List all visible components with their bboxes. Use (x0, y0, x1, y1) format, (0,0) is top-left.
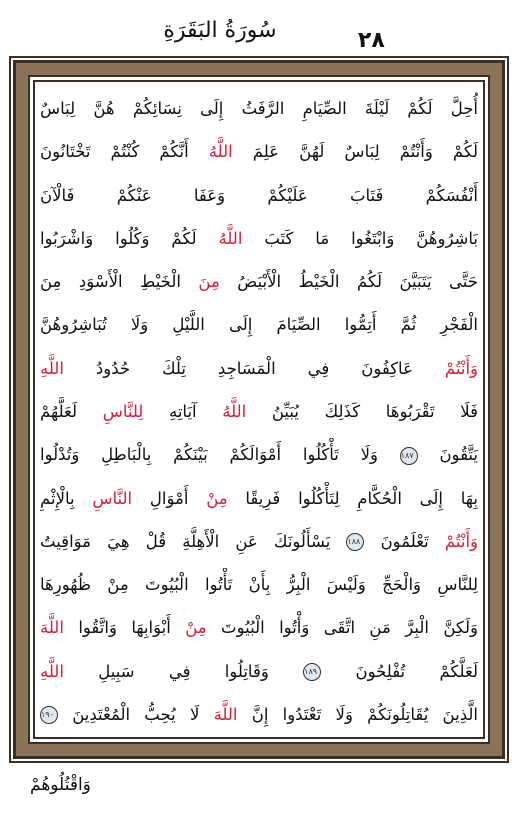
text-line (40, 655, 478, 689)
verse-text: لَعَلَّهُمْ (40, 401, 103, 421)
divine-name-highlight: وَأَنْتُمْ (444, 531, 478, 551)
verse-text: آيَاتِهِ (143, 401, 223, 421)
text-line (40, 611, 478, 645)
text-line (40, 698, 478, 732)
verse-text: عَاكِفُونَ فِي الْمَسَاجِدِ تِلْكَ حُدُودُ (63, 358, 445, 378)
text-line (40, 308, 478, 342)
verse-text: الَّذِينَ يُقَاتِلُونَكُمْ وَلَا تَعْتَدُوا إِنَّ (237, 704, 478, 724)
verse-text: تَعْلَمُونَ (364, 531, 445, 551)
verse-text: أَنَّكُمْ كُنْتُمْ تَخْتَانُونَ (40, 142, 209, 162)
text-line (40, 222, 478, 256)
catchword: وَاقْتُلُوهُمْ (30, 775, 91, 795)
divine-name-highlight: اللَّهُ (208, 142, 233, 162)
verse-text: بِالْإِثْمِ (40, 488, 93, 508)
text-line (40, 438, 478, 472)
divine-name-highlight: مِنْ (206, 488, 228, 508)
verse-text: لِلنَّاسِ وَالْحَجِّ وَلَيْسَ الْبِرُّ بِأَنْ تَأْتُوا الْبُيُوتَ مِنْ ظُهُورِهَا (40, 575, 478, 595)
verse-text: وَلَا تَأْكُلُوا أَمْوَالَكُمْ بَيْنَكُمْ بِالْبَاطِلِ وَتُدْلُوا (40, 445, 400, 465)
verse-text: لَعَلَّكُمْ تُفْلِحُونَ (321, 661, 478, 681)
text-line (40, 352, 478, 386)
text-line (40, 568, 478, 602)
divine-name-highlight: اللَّهُ (222, 401, 247, 421)
text-line (40, 525, 478, 559)
verse-text: الْفَجْرِ ثُمَّ أَتِمُّوا الصِّيَامَ إِلَى اللَّيْلِ وَلَا تُبَاشِرُوهُنَّ (40, 315, 478, 335)
verse-text: أَبْوَابِهَا وَاتَّقُوا (63, 618, 186, 638)
verse-text: بَاشِرُوهُنَّ وَابْتَغُوا مَا كَتَبَ (242, 228, 478, 248)
divine-name-highlight: وَأَنْتُمْ (444, 358, 478, 378)
verse-text: لَا يُحِبُّ الْمُعْتَدِينَ (58, 704, 214, 724)
divine-name-highlight: اللَّهُ (218, 228, 243, 248)
text-line (40, 179, 478, 213)
verse-text: لَكُمْ وَأَنْتُمْ لِبَاسٌ لَهُنَّ عَلِمَ (232, 142, 478, 162)
divine-name-highlight: لِلنَّاسِ (102, 401, 144, 421)
divine-name-highlight: اللَّهِ (40, 358, 64, 378)
verse-text: يَسْأَلُونَكَ عَنِ الْأَهِلَّةِ قُلْ هِيَ مَوَاقِيتُ (40, 531, 347, 551)
text-line (40, 395, 478, 429)
text-line (40, 482, 478, 516)
verse-text: الْخَيْطِ الْأَسْوَدِ مِنَ (40, 272, 199, 292)
page-number: ٢٨ (358, 28, 385, 53)
ayah-number-marker: ١٨٩ (303, 663, 321, 681)
quran-text-block (40, 92, 478, 732)
divine-name-highlight: اللَّهِ (40, 661, 64, 681)
verse-text: فَلَا تَقْرَبُوهَا كَذَلِكَ يُبَيِّنُ (246, 401, 478, 421)
verse-text: وَقَاتِلُوا فِي سَبِيلِ (63, 661, 304, 681)
surah-title: سُورَةُ البَقَرَةِ (163, 18, 277, 43)
ayah-number-marker: ١٨٨ (346, 533, 364, 551)
ayah-number-marker: ١٨٧ (400, 447, 418, 465)
verse-text: أَمْوَالِ (132, 488, 207, 508)
divine-name-highlight: اللَّهَ (40, 618, 64, 638)
verse-text: أَنْفُسَكُمْ فَتَابَ عَلَيْكُمْ وَعَفَا عَنْكُمْ فَالْآنَ (40, 185, 478, 205)
page-header (0, 0, 518, 58)
verse-text: لَكُمْ وَكُلُوا وَاشْرَبُوا (40, 228, 219, 248)
divine-name-highlight: النَّاسِ (92, 488, 133, 508)
verse-text: بِهَا إِلَى الْحُكَّامِ لِتَأْكُلُوا فَرِيقًا (227, 488, 478, 508)
verse-text: وَلَكِنَّ الْبِرَّ مَنِ اتَّقَى وَأْتُوا الْبُيُوتَ (206, 618, 478, 638)
ayah-number-marker: ١٩٠ (40, 706, 58, 724)
divine-name-highlight: مِنْ (185, 618, 207, 638)
divine-name-highlight: اللَّهَ (213, 704, 238, 724)
verse-text: حَتَّى يَتَبَيَّنَ لَكُمُ الْخَيْطُ الْأَبْيَضُ (219, 272, 478, 292)
verse-text: يَتَّقُونَ (417, 445, 478, 465)
divine-name-highlight: مِنَ (198, 272, 220, 292)
text-line (40, 135, 478, 169)
verse-text: أُحِلَّ لَكُمْ لَيْلَةَ الصِّيَامِ الرَّفَثُ إِلَى نِسَائِكُمْ هُنَّ لِبَاسٌ (40, 99, 478, 118)
text-line (40, 92, 478, 126)
text-line (40, 265, 478, 299)
